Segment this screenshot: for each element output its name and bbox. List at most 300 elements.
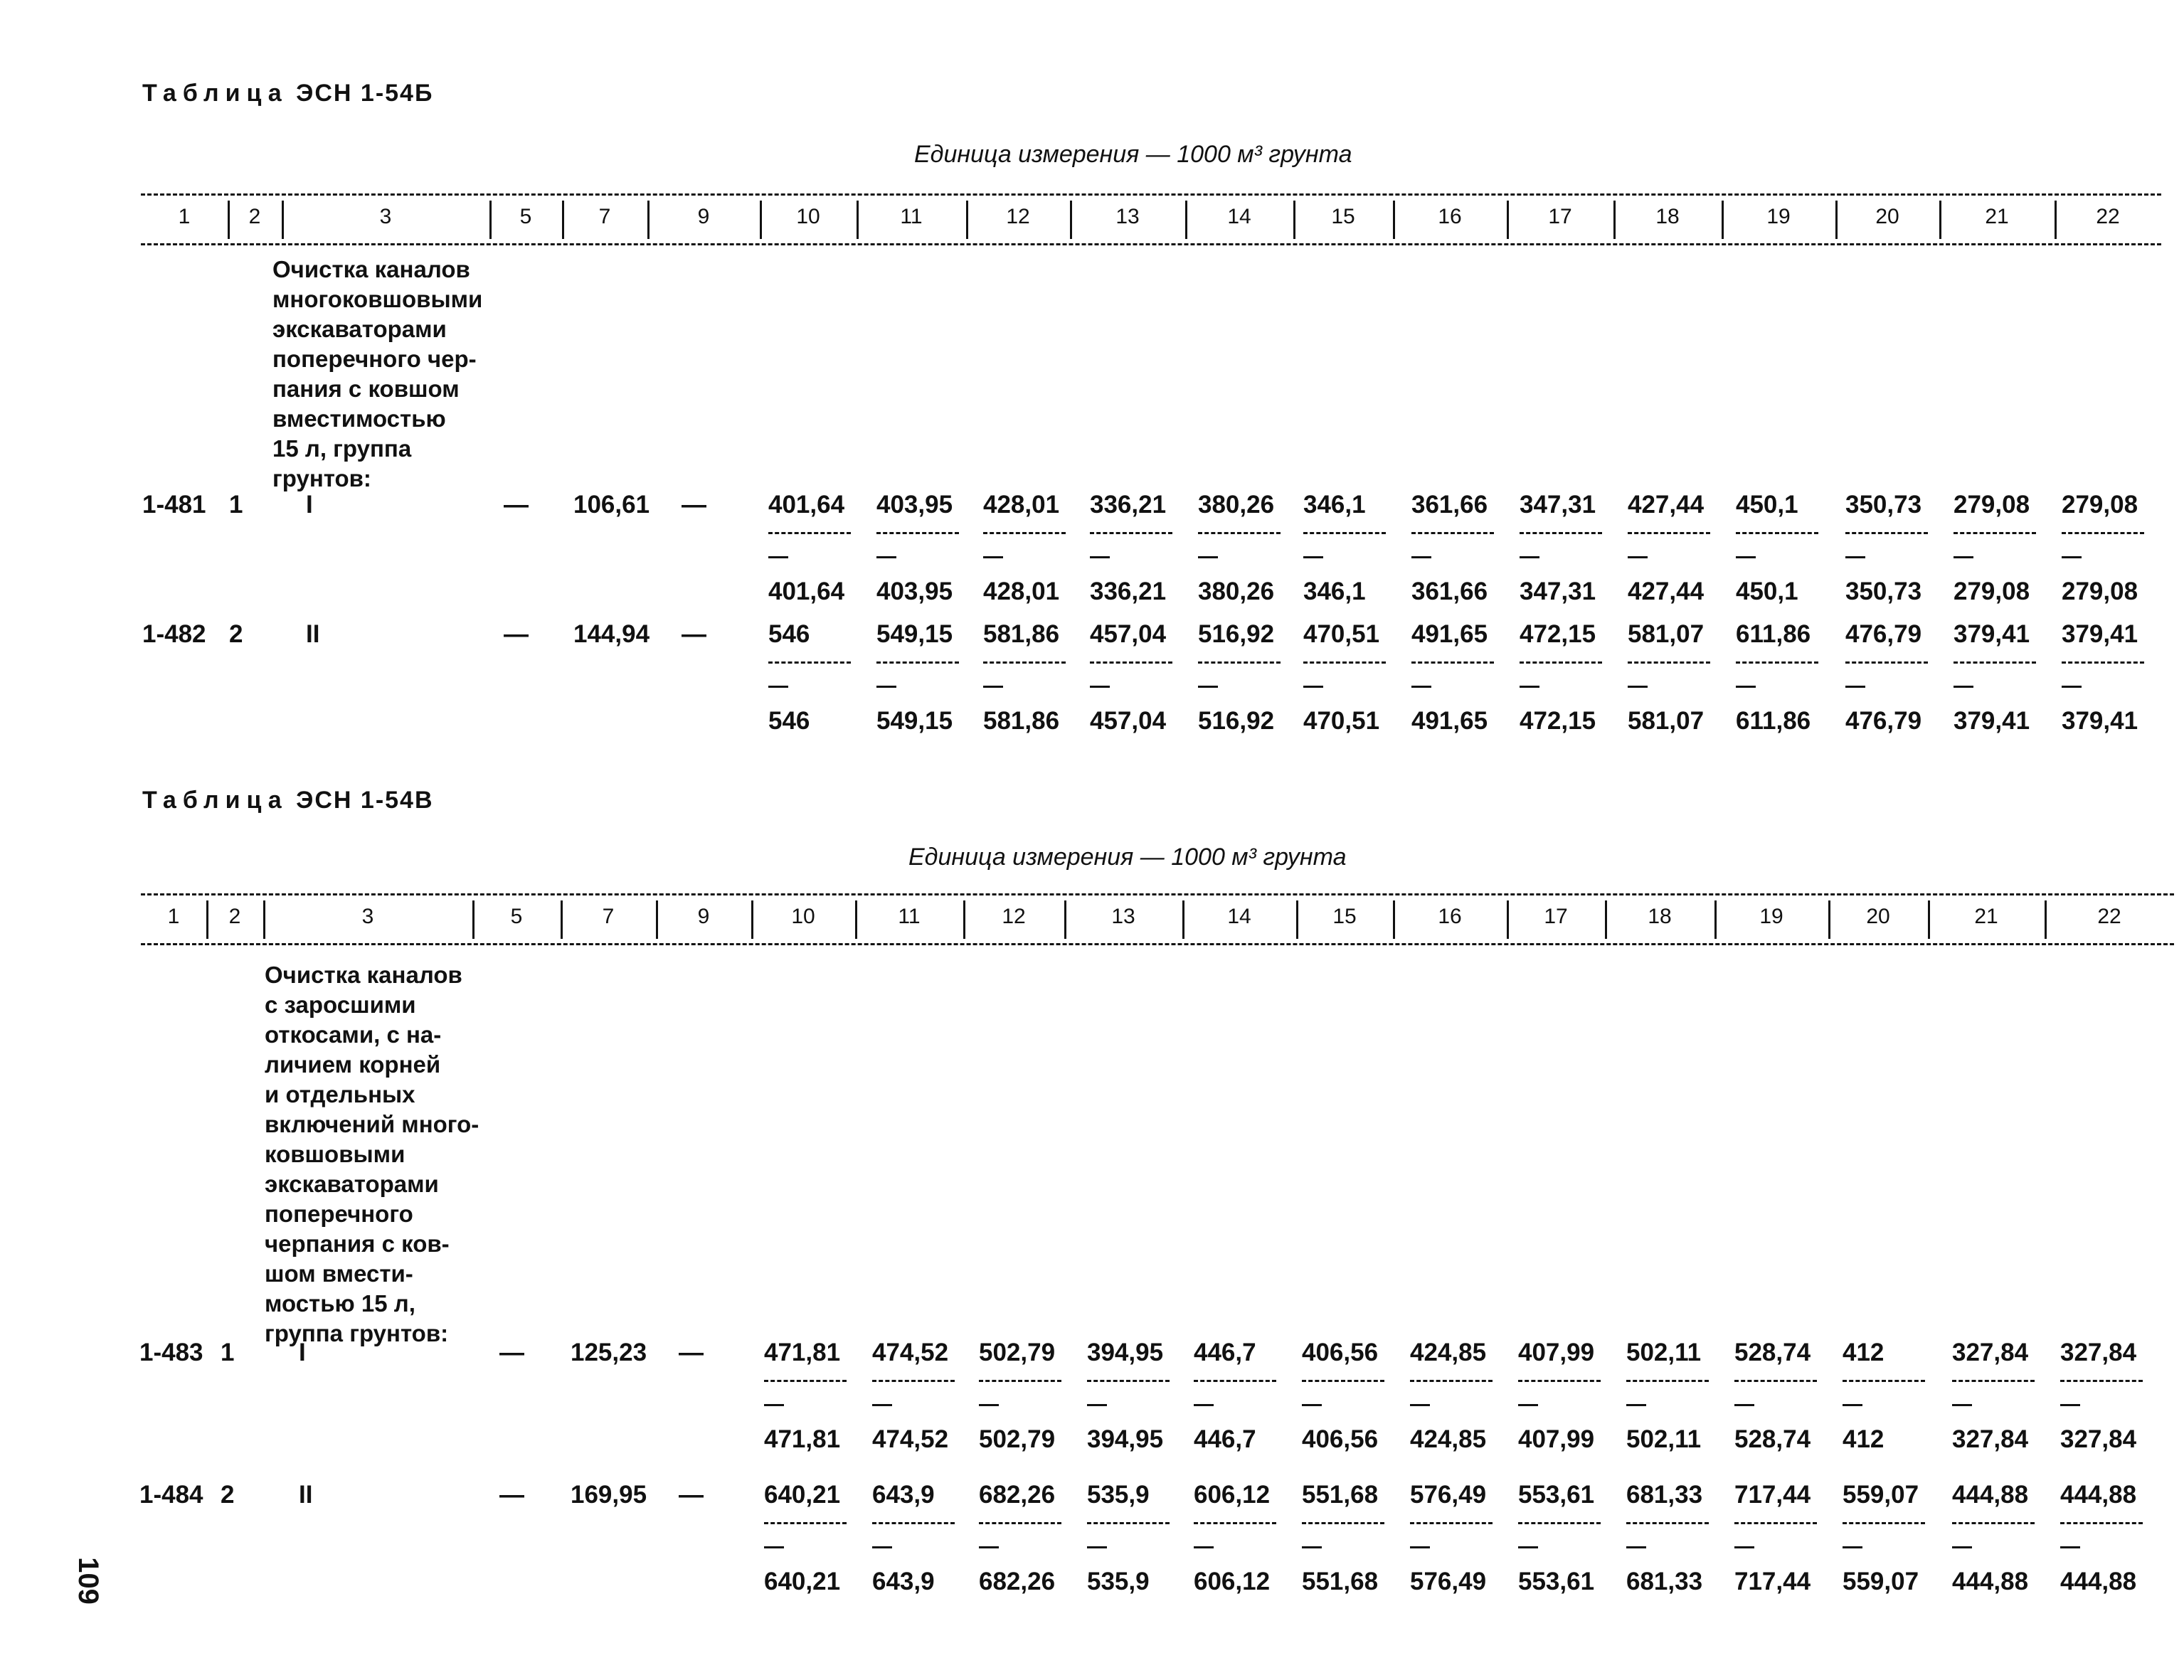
value-top: 428,01 [983, 491, 1060, 519]
value-top: 279,08 [1954, 491, 2030, 519]
fraction-rule [1411, 532, 1494, 534]
fraction-rule [1411, 661, 1494, 664]
column-header: 18 [1655, 205, 1680, 228]
fraction-rule [1194, 1522, 1276, 1524]
value-bottom: 581,07 [1628, 707, 1705, 735]
column-header: 20 [1875, 205, 1899, 228]
empty-dash [1734, 1404, 1754, 1406]
empty-dash [1626, 1404, 1646, 1406]
value-bottom: 279,08 [1954, 578, 2030, 605]
fraction-rule [2060, 1380, 2143, 1382]
value-bottom: 424,85 [1410, 1425, 1487, 1453]
fraction-rule [1843, 1380, 1925, 1382]
column-separator [562, 201, 564, 239]
value-top: 427,44 [1628, 491, 1705, 519]
empty-dash [764, 1404, 784, 1406]
empty-dash [1194, 1546, 1214, 1548]
empty-dash [876, 686, 896, 688]
column-separator [857, 201, 859, 239]
column-header: 18 [1648, 905, 1672, 928]
table-title-word: Таблица [142, 80, 288, 107]
empty-dash [1518, 1546, 1538, 1548]
column-5-value: — [499, 1339, 524, 1366]
empty-dash [1198, 686, 1218, 688]
empty-dash [1303, 686, 1323, 688]
empty-dash [1954, 686, 1973, 688]
fraction-rule [1087, 1522, 1170, 1524]
column-separator [1064, 900, 1066, 939]
fraction-rule [1626, 1380, 1709, 1382]
fraction-rule [1198, 532, 1281, 534]
empty-dash [1843, 1404, 1862, 1406]
column-separator [751, 900, 753, 939]
column-separator [1605, 900, 1607, 939]
value-top: 643,9 [872, 1481, 935, 1509]
value-bottom: 394,95 [1087, 1425, 1164, 1453]
column-separator [1722, 201, 1724, 239]
fraction-rule [1843, 1522, 1925, 1524]
column-header: 22 [2097, 905, 2121, 928]
empty-dash [1843, 1546, 1862, 1548]
value-bottom: 427,44 [1628, 578, 1705, 605]
value-bottom: 682,26 [979, 1568, 1056, 1595]
empty-dash [1628, 556, 1648, 558]
value-bottom: 643,9 [872, 1568, 935, 1595]
fraction-rule [1626, 1522, 1709, 1524]
empty-dash [1520, 556, 1539, 558]
header-top-rule [141, 193, 2161, 196]
fraction-rule [983, 532, 1066, 534]
value-top: 611,86 [1736, 620, 1811, 648]
value-top: 470,51 [1303, 620, 1380, 648]
column-separator [1293, 201, 1295, 239]
empty-dash [1520, 686, 1539, 688]
empty-dash [1090, 556, 1110, 558]
row-code: 1-482 [142, 620, 206, 648]
fraction-rule [1734, 1380, 1817, 1382]
column-header: 15 [1331, 205, 1355, 228]
column-header: 11 [900, 205, 923, 228]
value-bottom: 327,84 [2060, 1425, 2137, 1453]
empty-dash [1845, 686, 1865, 688]
fraction-rule [1736, 661, 1818, 664]
column-header: 9 [697, 905, 710, 928]
value-top: 471,81 [764, 1339, 841, 1366]
fraction-rule [1954, 661, 2036, 664]
column-separator [656, 900, 658, 939]
table-title-code: ЭСН 1-54Б [296, 80, 434, 107]
value-bottom: 412 [1843, 1425, 1885, 1453]
value-top: 403,95 [876, 491, 953, 519]
value-top: 640,21 [764, 1481, 841, 1509]
value-top: 336,21 [1090, 491, 1167, 519]
column-header: 10 [796, 205, 820, 228]
value-top: 535,9 [1087, 1481, 1150, 1509]
value-bottom: 549,15 [876, 707, 953, 735]
column-header: 22 [2096, 205, 2120, 228]
value-top: 379,41 [1954, 620, 2030, 648]
empty-dash [1626, 1546, 1646, 1548]
empty-dash [1411, 686, 1431, 688]
fraction-rule [1520, 661, 1602, 664]
column-separator [1185, 201, 1187, 239]
value-top: 457,04 [1090, 620, 1167, 648]
column-separator [1182, 900, 1184, 939]
value-top: 581,07 [1628, 620, 1705, 648]
value-bottom: 581,86 [983, 707, 1060, 735]
empty-dash [983, 556, 1003, 558]
empty-dash [1954, 556, 1973, 558]
fraction-rule [1090, 532, 1172, 534]
fraction-rule [1845, 661, 1928, 664]
fraction-rule [1734, 1522, 1817, 1524]
column-separator [963, 900, 965, 939]
empty-dash [1411, 556, 1431, 558]
empty-dash [1952, 1546, 1972, 1548]
fraction-rule [1952, 1380, 2035, 1382]
column-header: 17 [1548, 205, 1572, 228]
column-separator [2045, 900, 2047, 939]
value-bottom: 681,33 [1626, 1568, 1703, 1595]
value-bottom: 476,79 [1845, 707, 1922, 735]
column-header: 20 [1866, 905, 1890, 928]
table-title [142, 80, 433, 107]
column-7-value: 169,95 [571, 1481, 647, 1509]
column-header: 2 [248, 205, 261, 228]
value-bottom: 553,61 [1518, 1568, 1595, 1595]
value-top: 380,26 [1198, 491, 1275, 519]
column-separator [1070, 201, 1072, 239]
column-header: 19 [1766, 205, 1791, 228]
empty-dash [872, 1404, 892, 1406]
value-bottom: 502,11 [1626, 1425, 1702, 1453]
value-top: 424,85 [1410, 1339, 1487, 1366]
value-bottom: 450,1 [1736, 578, 1798, 605]
column-9-value: — [679, 1481, 704, 1509]
value-bottom: 347,31 [1520, 578, 1596, 605]
empty-dash [764, 1546, 784, 1548]
column-separator [1714, 900, 1717, 939]
empty-dash [1090, 686, 1110, 688]
empty-dash [979, 1546, 999, 1548]
value-top: 401,64 [768, 491, 845, 519]
value-bottom: 336,21 [1090, 578, 1167, 605]
value-top: 361,66 [1411, 491, 1488, 519]
value-top: 327,84 [2060, 1339, 2137, 1366]
value-top: 346,1 [1303, 491, 1366, 519]
column-header: 12 [1006, 205, 1030, 228]
fraction-rule [983, 661, 1066, 664]
column-separator [1828, 900, 1830, 939]
row-number: 2 [229, 620, 243, 648]
fraction-rule [764, 1380, 847, 1382]
column-separator [1507, 900, 1509, 939]
row-code: 1-481 [142, 491, 206, 519]
column-separator [1928, 900, 1930, 939]
column-separator [263, 900, 265, 939]
work-description: Очистка каналов многоковшовыми экскаваторами поперечного чер- пания с ковшом вместимостью 15 л, группа грунтов: [272, 256, 483, 491]
value-top: 350,73 [1845, 491, 1922, 519]
column-header: 9 [697, 205, 710, 228]
value-bottom: 361,66 [1411, 578, 1488, 605]
empty-dash [768, 686, 788, 688]
value-bottom: 444,88 [1952, 1568, 2029, 1595]
fraction-rule [764, 1522, 847, 1524]
empty-dash [1410, 1404, 1430, 1406]
empty-dash [1303, 556, 1323, 558]
value-top: 681,33 [1626, 1481, 1703, 1509]
value-bottom: 491,65 [1411, 707, 1488, 735]
value-bottom: 446,7 [1194, 1425, 1256, 1453]
row-number: 2 [221, 1481, 235, 1509]
empty-dash [1952, 1404, 1972, 1406]
empty-dash [2060, 1546, 2080, 1548]
column-header: 13 [1115, 205, 1140, 228]
fraction-rule [1194, 1380, 1276, 1382]
column-separator [472, 900, 475, 939]
fraction-rule [1518, 1380, 1601, 1382]
value-bottom: 350,73 [1845, 578, 1922, 605]
value-top: 444,88 [2060, 1481, 2137, 1509]
value-bottom: 576,49 [1410, 1568, 1487, 1595]
value-top: 516,92 [1198, 620, 1275, 648]
fraction-rule [1090, 661, 1172, 664]
column-separator [760, 201, 762, 239]
empty-dash [1628, 686, 1648, 688]
value-top: 450,1 [1736, 491, 1798, 519]
value-bottom: 528,74 [1734, 1425, 1811, 1453]
fraction-rule [979, 1380, 1061, 1382]
empty-dash [1845, 556, 1865, 558]
value-top: 528,74 [1734, 1339, 1811, 1366]
value-top: 412 [1843, 1339, 1885, 1366]
soil-group: II [299, 1481, 313, 1509]
column-separator [2055, 201, 2057, 239]
fraction-rule [1410, 1380, 1493, 1382]
fraction-rule [1628, 661, 1710, 664]
row-number: 1 [229, 491, 243, 519]
value-top: 717,44 [1734, 1481, 1811, 1509]
column-separator [206, 900, 208, 939]
column-separator [228, 201, 230, 239]
column-9-value: — [679, 1339, 704, 1366]
row-number: 1 [221, 1339, 235, 1366]
value-top: 551,68 [1302, 1481, 1379, 1509]
column-header: 15 [1332, 905, 1357, 928]
column-header: 16 [1438, 905, 1462, 928]
empty-dash [872, 1546, 892, 1548]
fraction-rule [876, 532, 959, 534]
value-top: 407,99 [1518, 1339, 1595, 1366]
column-header: 1 [167, 905, 180, 928]
value-bottom: 717,44 [1734, 1568, 1811, 1595]
fraction-rule [876, 661, 959, 664]
column-separator [855, 900, 857, 939]
column-7-value: 125,23 [571, 1339, 647, 1366]
empty-dash [1087, 1404, 1107, 1406]
work-description: Очистка каналов с заросшими откосами, с на- личием корней и отдельных включений много- ковшовыми экскаваторами поперечного черпания с ков- шом вмести- мостью 15 л, группа грунтов: [265, 962, 479, 1346]
empty-dash [1734, 1546, 1754, 1548]
column-header: 3 [361, 905, 374, 928]
fraction-rule [2060, 1522, 2143, 1524]
empty-dash [2062, 556, 2082, 558]
column-separator [489, 201, 492, 239]
value-bottom: 472,15 [1520, 707, 1596, 735]
fraction-rule [872, 1380, 955, 1382]
fraction-rule [872, 1522, 955, 1524]
empty-dash [876, 556, 896, 558]
value-bottom: 406,56 [1302, 1425, 1379, 1453]
value-bottom: 279,08 [2062, 578, 2138, 605]
empty-dash [1194, 1404, 1214, 1406]
column-header: 3 [379, 205, 392, 228]
fraction-rule [1302, 1380, 1384, 1382]
value-bottom: 516,92 [1198, 707, 1275, 735]
empty-dash [2062, 686, 2082, 688]
value-bottom: 457,04 [1090, 707, 1167, 735]
column-9-value: — [682, 491, 706, 519]
column-header: 5 [510, 905, 523, 928]
empty-dash [979, 1404, 999, 1406]
column-separator [1613, 201, 1616, 239]
column-separator [1393, 201, 1395, 239]
fraction-rule [1302, 1522, 1384, 1524]
empty-dash [768, 556, 788, 558]
value-top: 472,15 [1520, 620, 1596, 648]
column-separator [1835, 201, 1838, 239]
value-top: 347,31 [1520, 491, 1596, 519]
fraction-rule [1954, 532, 2036, 534]
fraction-rule [2062, 532, 2144, 534]
value-bottom: 346,1 [1303, 578, 1366, 605]
column-header: 14 [1227, 905, 1251, 928]
header-top-rule [141, 893, 2174, 895]
column-header: 7 [602, 905, 615, 928]
value-top: 327,84 [1952, 1339, 2029, 1366]
value-bottom: 327,84 [1952, 1425, 2029, 1453]
column-header: 19 [1759, 905, 1783, 928]
column-header: 12 [1002, 905, 1026, 928]
column-separator [1507, 201, 1509, 239]
empty-dash [1302, 1546, 1322, 1548]
unit-of-measure: Единица измерения — 1000 м³ грунта [908, 844, 1347, 871]
value-bottom: 380,26 [1198, 578, 1275, 605]
row-code: 1-483 [139, 1339, 203, 1366]
value-bottom: 606,12 [1194, 1568, 1271, 1595]
empty-dash [1736, 556, 1756, 558]
fraction-rule [1410, 1522, 1493, 1524]
value-top: 446,7 [1194, 1339, 1256, 1366]
column-separator [647, 201, 650, 239]
column-header: 10 [791, 905, 815, 928]
value-bottom: 502,79 [979, 1425, 1056, 1453]
row-code: 1-484 [139, 1481, 203, 1509]
value-top: 553,61 [1518, 1481, 1595, 1509]
value-top: 502,11 [1626, 1339, 1702, 1366]
table-title-word: Таблица [142, 787, 288, 814]
column-header: 21 [1974, 905, 1998, 928]
value-bottom: 379,41 [1954, 707, 2030, 735]
unit-of-measure: Единица измерения — 1000 м³ грунта [914, 141, 1352, 168]
soil-group: I [306, 491, 313, 519]
fraction-rule [1520, 532, 1602, 534]
column-header: 5 [519, 205, 532, 228]
value-bottom: 551,68 [1302, 1568, 1379, 1595]
value-bottom: 640,21 [764, 1568, 841, 1595]
empty-dash [983, 686, 1003, 688]
value-top: 581,86 [983, 620, 1060, 648]
fraction-rule [1303, 661, 1386, 664]
fraction-rule [1952, 1522, 2035, 1524]
header-bottom-rule [141, 943, 2174, 945]
value-bottom: 559,07 [1843, 1568, 1919, 1595]
empty-dash [1518, 1404, 1538, 1406]
value-bottom: 428,01 [983, 578, 1060, 605]
fraction-rule [1845, 532, 1928, 534]
table-title [142, 787, 434, 814]
value-top: 444,88 [1952, 1481, 2029, 1509]
column-9-value: — [682, 620, 706, 648]
value-top: 279,08 [2062, 491, 2138, 519]
fraction-rule [768, 532, 851, 534]
column-header: 2 [228, 905, 241, 928]
value-bottom: 401,64 [768, 578, 845, 605]
value-top: 476,79 [1845, 620, 1922, 648]
fraction-rule [1628, 532, 1710, 534]
value-top: 502,79 [979, 1339, 1056, 1366]
column-5-value: — [504, 620, 529, 648]
column-header: 11 [898, 905, 921, 928]
value-bottom: 379,41 [2062, 707, 2138, 735]
fraction-rule [1087, 1380, 1170, 1382]
value-bottom: 474,52 [872, 1425, 949, 1453]
value-top: 576,49 [1410, 1481, 1487, 1509]
empty-dash [1736, 686, 1756, 688]
soil-group: II [306, 620, 320, 648]
column-5-value: — [499, 1481, 524, 1509]
fraction-rule [1518, 1522, 1601, 1524]
value-top: 474,52 [872, 1339, 949, 1366]
fraction-rule [979, 1522, 1061, 1524]
column-7-value: 144,94 [573, 620, 650, 648]
column-separator [966, 201, 968, 239]
value-top: 394,95 [1087, 1339, 1164, 1366]
value-bottom: 546 [768, 707, 810, 735]
value-top: 491,65 [1411, 620, 1488, 648]
column-separator [1393, 900, 1395, 939]
value-top: 559,07 [1843, 1481, 1919, 1509]
empty-dash [2060, 1404, 2080, 1406]
column-header: 16 [1438, 205, 1462, 228]
value-bottom: 535,9 [1087, 1568, 1150, 1595]
column-header: 21 [1985, 205, 2009, 228]
page-number: 109 [72, 1557, 104, 1605]
value-bottom: 471,81 [764, 1425, 841, 1453]
value-bottom: 470,51 [1303, 707, 1380, 735]
column-separator [282, 201, 284, 239]
column-7-value: 106,61 [573, 491, 650, 519]
value-bottom: 611,86 [1736, 707, 1811, 735]
empty-dash [1410, 1546, 1430, 1548]
empty-dash [1198, 556, 1218, 558]
value-bottom: 403,95 [876, 578, 953, 605]
value-top: 406,56 [1302, 1339, 1379, 1366]
table-title-code: ЭСН 1-54В [296, 787, 434, 814]
header-bottom-rule [141, 243, 2161, 245]
value-top: 606,12 [1194, 1481, 1271, 1509]
value-top: 682,26 [979, 1481, 1056, 1509]
column-header: 7 [598, 205, 611, 228]
